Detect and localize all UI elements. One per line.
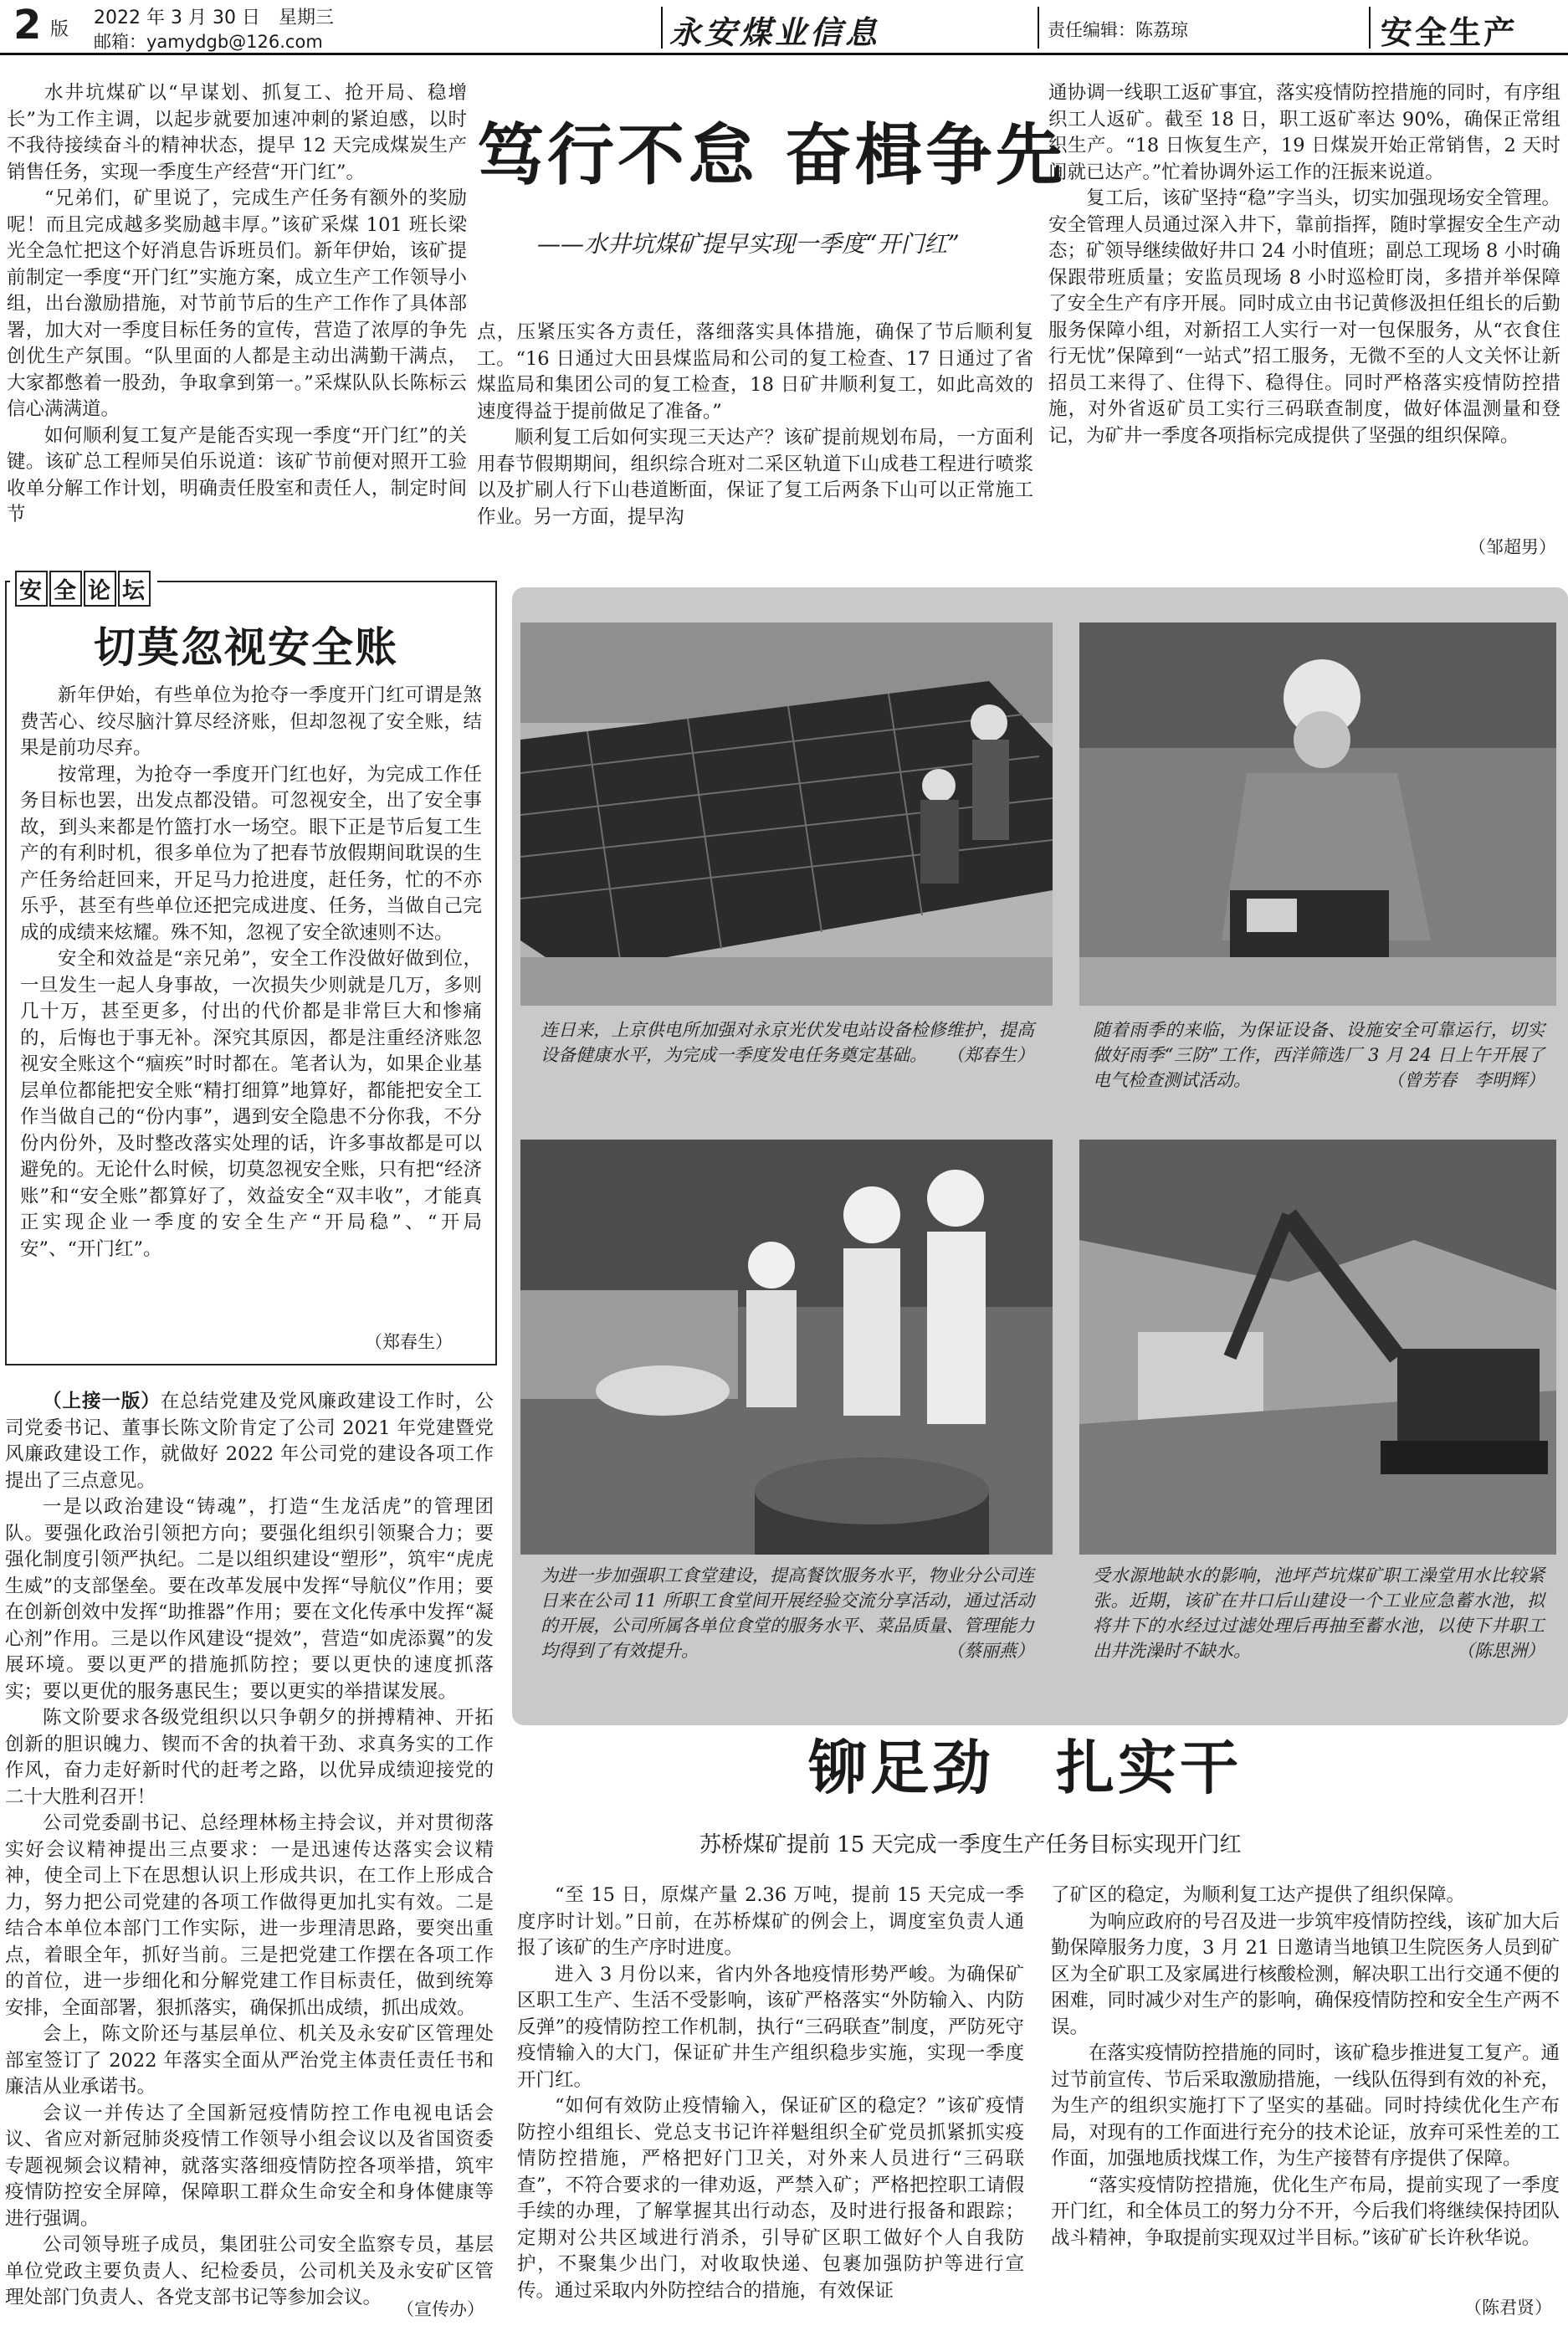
article2-subheadline: 苏桥煤矿提前 15 天完成一季度生产任务目标实现开门红: [699, 1832, 1242, 1857]
paragraph: 按常理，为抢夺一季度开门红也好，为完成工作任务目标也罢，出发点都没错。可忽视安全，出了安全事故，到头来都是竹篮打水一场空。眼下正是节后复工生产的有利时机，很多单位为了把春节放假期间耽误的生产任务给赶回来，开足马力抢进度，赶任务，忙的不亦乐乎，甚至有些单位还把完成进度、任务，当做自己完成的成绩来炫耀。殊不知，忽视了安全欲速则不达。: [20, 763, 482, 944]
masthead-divider: [1369, 7, 1371, 49]
continuation-mark: （上接一版）: [43, 1391, 161, 1412]
forum-headline: 切莫忽视安全账: [94, 623, 398, 672]
paragraph: 安全和效益是“亲兄弟”，安全工作没做好做到位，一旦发生一起人身事故，一次损失少则就是几万，多则几十万，甚至更多，付出的代价都是非常巨大和惨痛的，后悔也于事无补。深究其原因，都是注重经济账忽视安全账这个“痼疾”时时都在。笔者认为，如果企业基层单位都能把安全账“精打细算”地算好，都能把安全工作当做自己的“份内事”，遇到安全隐患不分你我，不分份内份外，及时整改落实处理的话，许多事故都是可以避免的。无论什么时候，切莫忽视安全账，只有把“经济账”和“安全账”都算好了，效益安全“双丰收”，才能真正实现企业一季度的安全生产“开局稳”、“开局安”、“开门红”。: [20, 948, 482, 1260]
paragraph: 公司领导班子成员，集团驻公司安全监察专员，基层单位党政主要负责人、纪检委员，公司机关及永安矿区管理处部门负责人、各党支部书记等参加会议。: [5, 2234, 494, 2308]
paragraph-text: 在总结党建及党风廉政建设工作时，公司党委书记、董事长陈文阶肯定了公司 2021 年党建暨党风廉政建设工作，就做好 2022 年公司党的建设各项工作提出了三点意见。: [5, 1391, 494, 1492]
article1-column-1: [7, 80, 467, 549]
paragraph: 进入 3 月份以来，省内外各地疫情形势严峻。为确保矿区职工生产、生活不受影响，该矿严格落实“外防输入、内防反弹”的疫情防控工作机制，执行“三码联查”制度，严防死守疫情输入的大门，保证矿井生产组织稳步实施，实现一季度开门红。: [517, 1963, 1024, 2091]
excavator-caption: [1093, 1563, 1545, 1663]
paragraph: “如何有效防止疫情输入，保证矿区的稳定？”该矿疫情防控小组组长、党总支书记许祥魁组织全矿党员抓紧抓实疫情防控措施，严格把好门卫关，对外来人员进行“三码联查”，不符合要求的一律劝返，严禁入矿；严格把控职工请假手续的办理，了解掌握其出行动态，及时进行报备和跟踪；定期对公共区域进行消杀，引导矿区职工做好个人自我防护，不聚集少出门，对收取快递、包裹加强防护等进行宣传。通过采取内外防控结合的措施，有效保证: [517, 2095, 1024, 2302]
paragraph: 公司党委副书记、总经理林杨主持会议，并对贯彻落实好会议精神提出三点要求：一是迅速传达落实会议精神，使全司上下在思想认识上形成共识，在工作上形成合力，努力把公司党建的各项工作做得更加扎实有效。二是结合本单位本部门工作实际，进一步理清思路，要突出重点，着眼全年，抓好当前。三是把党建工作摆在各项工作的首位，进一步细化和分解党建工作目标责任，做到统筹安排，全面部署，狠抓落实，确保抓出成绩，抓出成效。: [5, 1812, 494, 2019]
article1-column-2: [477, 320, 1033, 546]
tag-char: 安: [15, 571, 48, 607]
paragraph: 新年伊始，有些单位为抢夺一季度开门红可谓是煞费苦心、绞尽脑汁算尽经济账，但却忽视了安全账，结果是前功尽弃。: [20, 684, 482, 759]
contact-email: 邮箱：yamydgb@126.com: [94, 32, 323, 52]
paragraph: 如何顺利复工复产是能否实现一季度“开门红”的关键。该矿总工程师吴伯乐说道：该矿节前便对照开工验收单分解工作计划，明确责任股室和责任人，制定时间节: [7, 424, 467, 525]
tag-char: 论: [84, 571, 116, 607]
paragraph: [5, 1389, 494, 1494]
photo-credit: （蔡丽燕）: [946, 1641, 1034, 1661]
section-name: 安全生产: [1381, 14, 1519, 51]
paragraph: 通协调一线职工返矿事宜，落实疫情防控措施的同时，有序组织工人返矿。截至 18 日，职工返矿率达 90%，确保正常组织生产。“18 日恢复生产，19 日煤炭开始正常销售，2 天时间就已达产。”忙着协调外运工作的汪振来说道。: [1048, 82, 1560, 183]
party-byline: （宣传办）: [397, 2299, 484, 2319]
tag-char: 全: [49, 571, 82, 607]
paragraph: 一是以政治建设“铸魂”，打造“生龙活虎”的管理团队。要强化政治引领把方向；要强化组织引领聚合力；要强化制度引领严执纪。二是以组织建设“塑形”，筑牢“虎虎生威”的支部堡垒。要在改革发展中发挥“导航仪”作用；要在创新创效中发挥“助推器”作用；要在文化传承中发挥“凝心剂”作用。三是以作风建设“提效”，营造“如虎添翼”的发展环境。要以更严的措施抓防控；要以更快的速度抓落实；要以更优的服务惠民生；要以更实的举措谋发展。: [5, 1496, 494, 1703]
photo-credit: （郑春生）: [946, 1045, 1034, 1065]
masthead: [0, 0, 1568, 55]
tag-char: 坛: [118, 571, 151, 607]
masthead-divider: [661, 7, 663, 49]
article2-column-1: [517, 1883, 1024, 2319]
photo-credit: （曾芳春 李明辉）: [1386, 1070, 1545, 1090]
electrical-test-caption: [1093, 1017, 1545, 1093]
excavator-pool-photo: [1079, 1140, 1556, 1555]
article1-column-3: [1048, 80, 1560, 532]
masthead-divider: [1038, 7, 1039, 49]
caption-text: 连日来，上京供电所加强对永京光伏发电站设备检修维护，提高设备健康水平，为完成一季度发电任务奠定基础。: [541, 1020, 1034, 1065]
safety-forum-tag: [10, 571, 157, 607]
paragraph: 水井坑煤矿以“早谋划、抓复工、抢开局、稳增长”为工作主调，以起步就要加速冲刺的紧迫感，以时不我待接续奋斗的精神状态，提早 12 天完成煤炭生产销售任务，实现一季度生产经营“开门红”。: [7, 82, 467, 183]
newspaper-name: 永安煤业信息: [669, 13, 881, 51]
electrical-test-photo: [1079, 622, 1556, 1006]
paragraph: 会议一并传达了全国新冠疫情防控工作电视电话会议、省应对新冠肺炎疫情工作领导小组会议以及省国资委专题视频会议精神，就落实落细疫情防控各项举措，筑牢疫情防控安全屏障，保障职工群众生命安全和身体健康等进行强调。: [5, 2102, 494, 2230]
paragraph: 为响应政府的号召及进一步筑牢疫情防控线，该矿加大后勤保障服务力度，3 月 21 日邀请当地镇卫生院医务人员到矿区为全矿职工及家属进行核酸检测，解决职工出行交通不便的困难，同时减少对生产的影响，确保疫情防控和安全生产两不误。: [1051, 1910, 1560, 2038]
article1-subheadline: ——水井坑煤矿提早实现一季度“开门红”: [537, 230, 960, 258]
paragraph: 复工后，该矿坚持“稳”字当头，切实加强现场安全管理。安全管理人员通过深入井下，靠前指挥，随时掌握安全生产动态；矿领导继续做好井口 24 小时值班；副总工现场 8 小时确保跟带班质量；安监员现场 8 小时巡检盯岗，多措并举保障了安全生产有序开展。同时成立由书记黄修汲担任组长的后勤服务保障小组，对新招工人实行一对一包保服务，从“衣食住行无忧”保障到“一站式”招工服务，无微不至的人文关怀让新招员工来得了、住得下、稳得住。同时严格落实疫情防控措施，对外省返矿员工实行三码联查制度，做好体温测量和登记，为矿井一季度各项指标完成提供了坚强的组织保障。: [1048, 187, 1560, 447]
solar-panel-caption: [541, 1017, 1034, 1068]
caption-text: 受水源地缺水的影响，池坪芦坑煤矿职工澡堂用水比较紧张。近期，该矿在井口后山建设一个工业应急蓄水池，拟将井下的水经过过滤处理后再抽至蓄水池，以使下井职工出井洗澡时不缺水。: [1093, 1565, 1545, 1661]
article2-column-2: [1051, 1883, 1560, 2289]
canteen-caption: [541, 1563, 1034, 1663]
responsible-editor: 责任编辑：陈荔琼: [1048, 20, 1188, 40]
photo-credit: （陈思洲）: [1457, 1641, 1545, 1661]
paragraph: 了矿区的稳定，为顺利复工达产提供了组织保障。: [1051, 1884, 1466, 1906]
paragraph: 陈文阶要求各级党组织以只争朝夕的拼搏精神、开拓创新的胆识魄力、锲而不舍的执着干劲、求真务实的工作作风，奋力走好新时代的赶考之路，以优异成绩迎接党的二十大胜利召开！: [5, 1707, 494, 1808]
solar-panel-inspection-photo: [520, 622, 1053, 1006]
paragraph: “落实疫情防控措施，优化生产布局，提前实现了一季度开门红，和全体员工的努力分不开，今后我们将继续保持团队战斗精神，争取提前实现双过半目标。”该矿矿长许秋华说。: [1051, 2174, 1560, 2249]
caption-text: 随着雨季的来临，为保证设备、设施安全可靠运行，切实做好雨季“三防”工作，西洋筛选厂 3 月 24 日上午开展了电气检查测试活动。: [1093, 1020, 1545, 1090]
forum-body: [20, 683, 482, 1315]
article2-headline: 铆足劲 扎实干: [808, 1734, 1242, 1802]
canteen-chefs-photo: [520, 1140, 1053, 1555]
article1-byline: （邹超男）: [1468, 537, 1556, 557]
paragraph: 会上，陈文阶还与基层单位、机关及永安矿区管理处部室签订了 2022 年落实全面从严治党主体责任责任书和廉洁从业承诺书。: [5, 2023, 494, 2098]
paragraph: 在落实疫情防控措施的同时，该矿稳步推进复工复产。通过节前宣传、节后采取激励措施，一线队伍得到有效的补充，为生产的组织实施打下了坚实的基础。同时持续优化生产布局，对现有的工作面进行充分的技术论证，放弃可采性差的工作面，加强地质找煤工作，为生产接替有序提供了保障。: [1051, 2042, 1560, 2170]
article2-byline: （陈君贤）: [1464, 2298, 1552, 2318]
article1-headline: 笃行不怠 奋楫争先: [477, 116, 1066, 194]
issue-date: 2022 年 3 月 30 日 星期三: [94, 8, 334, 28]
paragraph: “至 15 日，原煤产量 2.36 万吨，提前 15 天完成一季度序时计划。”日前，在苏桥煤矿的例会上，调度室负责人通报了该矿的生产序时进度。: [517, 1884, 1024, 1959]
page-unit: 版: [50, 19, 69, 40]
caption-text: 为进一步加强职工食堂建设，提高餐饮服务水平，物业分公司连日来在公司 11 所职工食堂间开展经验交流分享活动，通过活动的开展，公司所属各单位食堂的服务水平、菜品质量、管理能力均得到了有效提升。: [541, 1565, 1034, 1661]
paragraph: 顺利复工后如何实现三天达产？该矿提前规划布局，一方面利用春节假期期间，组织综合班对二采区轨道下山成巷工程进行喷浆以及扩刷人行下山巷道断面，保证了复工后两条下山可以正常施工作业。另一方面，提早沟: [477, 427, 1033, 528]
page-number: 2: [13, 2, 42, 49]
party-article-body: [5, 1389, 494, 2308]
paragraph: “兄弟们，矿里说了，完成生产任务有额外的奖励呢！而且完成越多奖励越丰厚。”该矿采煤 101 班长梁光全急忙把这个好消息告诉班员们。新年伊始，该矿提前制定一季度“开门红”实施方案，成立生产工作领导小组，出台激励措施，对节前节后的生产工作作了具体部署，加大对一季度目标任务的宣传，营造了浓厚的争先创优生产氛围。“队里面的人都是主动出满勤干满点，大家都憋着一股劲，争取拿到第一。”采煤队队长陈标云信心满满道。: [7, 187, 467, 420]
paragraph: 点，压紧压实各方责任，落细落实具体措施，确保了节后顺利复工。“16 日通过大田县煤监局和公司的复工检查、17 日通过了省煤监局和集团公司的复工检查，18 日矿井顺利复工，如此高效的速度得益于提前做足了准备。”: [477, 321, 1033, 423]
forum-byline: （郑春生）: [365, 1332, 453, 1352]
